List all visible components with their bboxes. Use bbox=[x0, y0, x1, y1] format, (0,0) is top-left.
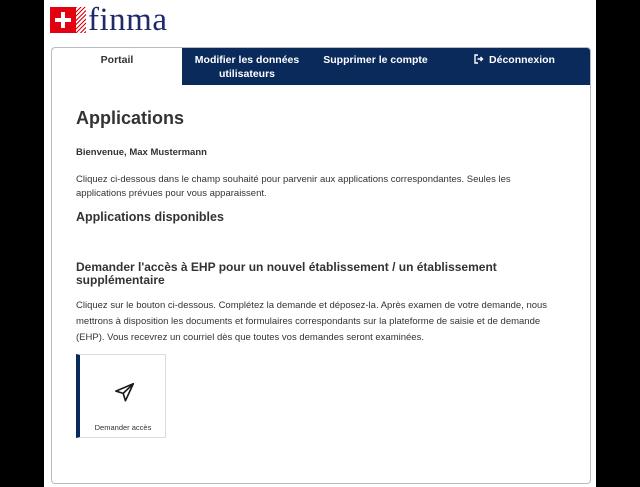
paper-plane-icon bbox=[114, 381, 136, 403]
tab-deconnexion[interactable] bbox=[439, 48, 590, 85]
tab-label: Portail bbox=[100, 54, 134, 66]
intro-text: Cliquez ci-dessous dans le champ souhaité pour parvenir aux applications correspondantes. Seules les applications prévues pour vous apparaissent. bbox=[76, 174, 511, 199]
portal-card bbox=[51, 47, 591, 484]
available-applications-heading: Applications disponibles bbox=[76, 210, 224, 224]
tile-label: Demander accès bbox=[94, 423, 152, 432]
logo-stripes bbox=[76, 7, 86, 33]
tab-modifier-donnees[interactable] bbox=[182, 48, 312, 85]
tab-label: Supprimer le compte bbox=[323, 54, 428, 66]
logo-text: finma bbox=[88, 2, 168, 38]
nav-tabs bbox=[52, 48, 590, 85]
logout-icon bbox=[474, 53, 484, 67]
page-title: Applications bbox=[76, 108, 185, 128]
ehp-access-heading: Demander l'accès à EHP pour un nouvel établissement / un établissement supplémentaire bbox=[76, 260, 497, 287]
tab-label: Déconnexion bbox=[489, 54, 555, 66]
tab-label: Modifier les données utilisateurs bbox=[194, 54, 300, 80]
swiss-flag-icon bbox=[50, 7, 76, 33]
finma-logo[interactable] bbox=[50, 2, 168, 38]
page bbox=[44, 0, 596, 487]
tab-portail[interactable] bbox=[52, 48, 182, 85]
request-access-tile[interactable] bbox=[76, 354, 166, 438]
tab-supprimer-compte[interactable] bbox=[312, 48, 439, 85]
welcome-text: Bienvenue, Max Mustermann bbox=[76, 147, 207, 158]
ehp-description: Cliquez sur le bouton ci-dessous. Complétez la demande et déposez-la. Après examen de votre demande, nous mettrons à disposition les documents et formulaires correspondants sur la plateforme de saisie et de demande (EHP). Vous recevrez un courriel dès que toutes vos demandes seront examinées. bbox=[76, 300, 548, 343]
